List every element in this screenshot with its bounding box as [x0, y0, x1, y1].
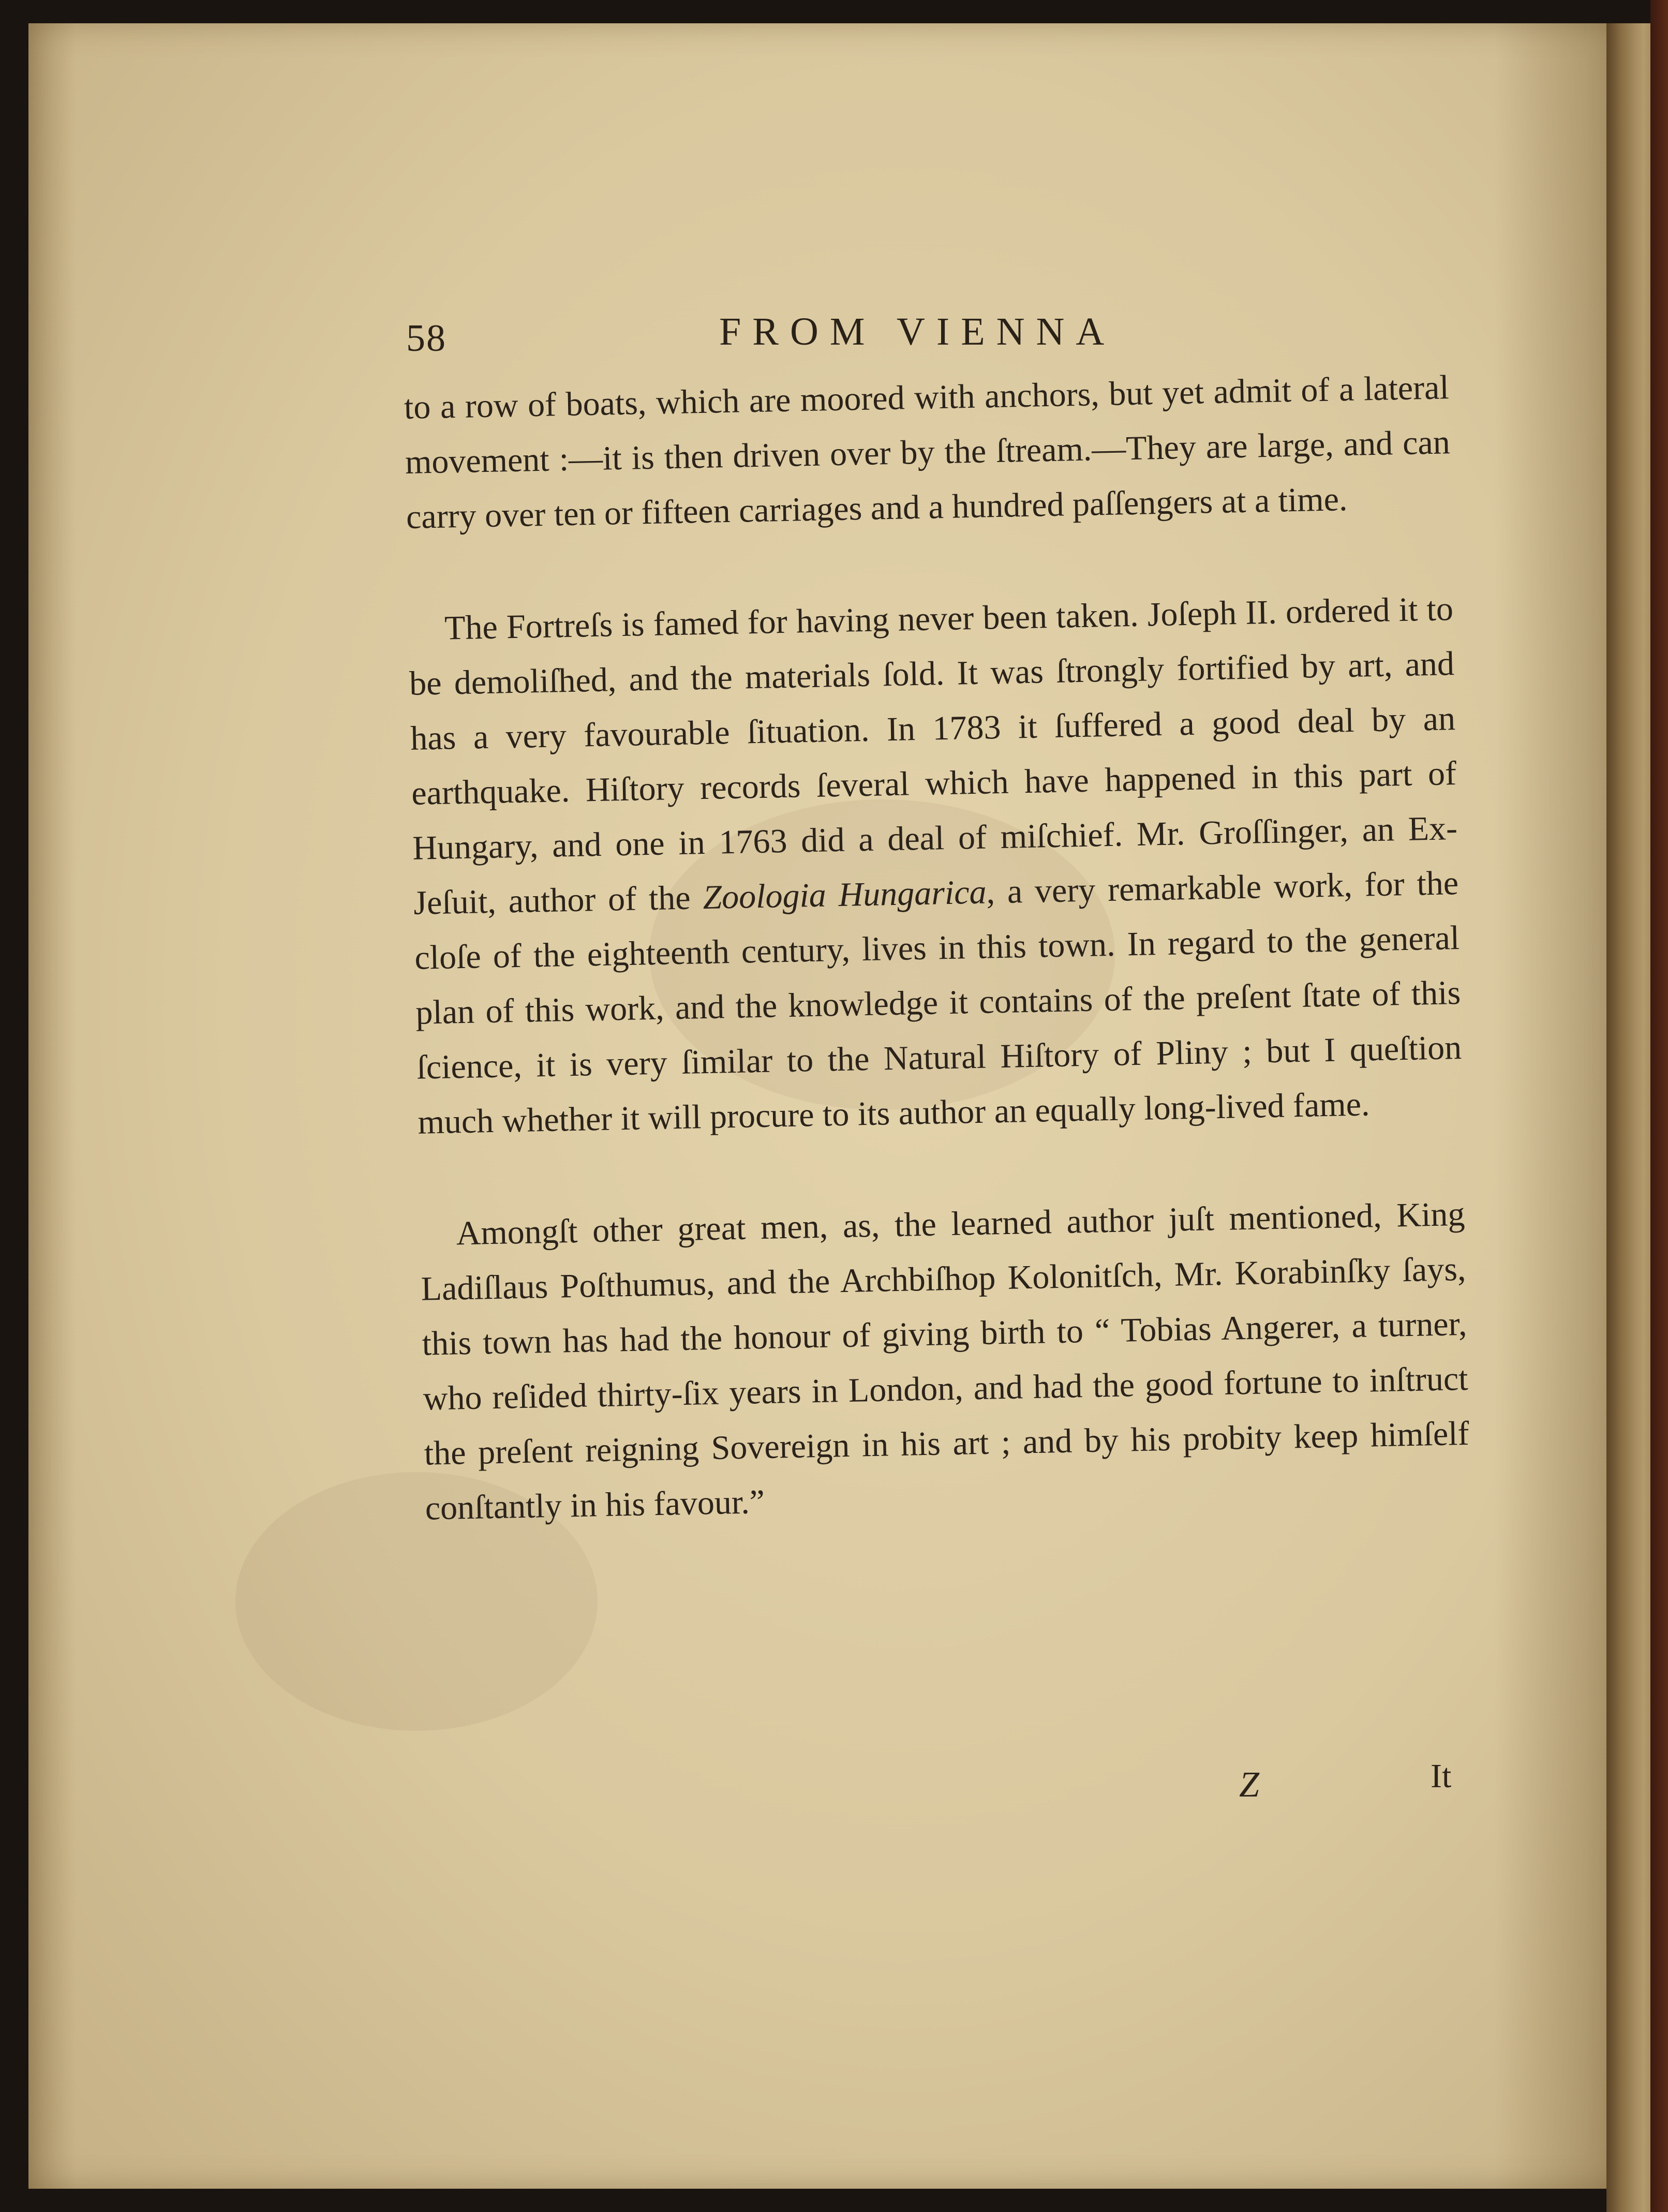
- catchword: It: [1431, 1757, 1452, 1795]
- signature-mark: Z: [1239, 1765, 1259, 1805]
- body-text: [404, 360, 1471, 1536]
- paragraph-2: [408, 582, 1463, 1150]
- text-segment: , a very remarkable work, for the cloſe of the eighteenth century, lives in this town. In regard to the general plan of this work, and the knowledge it contains of the preſent ſtate of this ſcience, it is very ſimilar to the Natural Hiſtory of Pliny ; but I queſtion much whether it will procure to its author an equally long-lived fame.: [414, 864, 1462, 1141]
- text-segment: The Fortreſs is famed for having never been taken. Joſeph II. ordered it to be demoliſhed, and the materials ſold. It was ſtrongly fortified by art, and has a very favourable ſituation. In 1783 it ſuffered a good deal by an earthquake. Hiſtory records ſeveral which have happened in this part of Hungary, and one in 1763 did a deal of miſchief. Mr. Groſſinger, an Ex-Jeſuit, author of the: [409, 590, 1458, 922]
- running-head: FROM VIENNA: [719, 310, 1116, 353]
- page-number: 58: [406, 317, 446, 360]
- text-segment: Amongſt other great men, as, the learned author juſt mentioned, King Ladiſlaus Poſthumus, and the Archbiſhop Kolonitſch, Mr. Korabinſky ſays, this town has had the honour of giving birth to “ Tobias Angerer, a turner, who reſided thirty-ſix years in London, and had the good fortune to inſtruct the preſent reigning Sovereign in his art ; and by his probity keep himſelf conſtantly in his favour.”: [421, 1195, 1470, 1527]
- book-title: Zoologia Hungarica: [702, 873, 987, 917]
- paragraph-3: [420, 1187, 1471, 1536]
- book-binding: [1650, 0, 1668, 2212]
- paragraph-1: [404, 360, 1452, 545]
- text-segment: to a row of boats, which are moored with anchors, but yet admit of a lateral movement :—it is then driven over by the ſtream.—They are large, and can carry over ten or fifteen carriages and a hundred paſſengers at a time.: [404, 368, 1451, 536]
